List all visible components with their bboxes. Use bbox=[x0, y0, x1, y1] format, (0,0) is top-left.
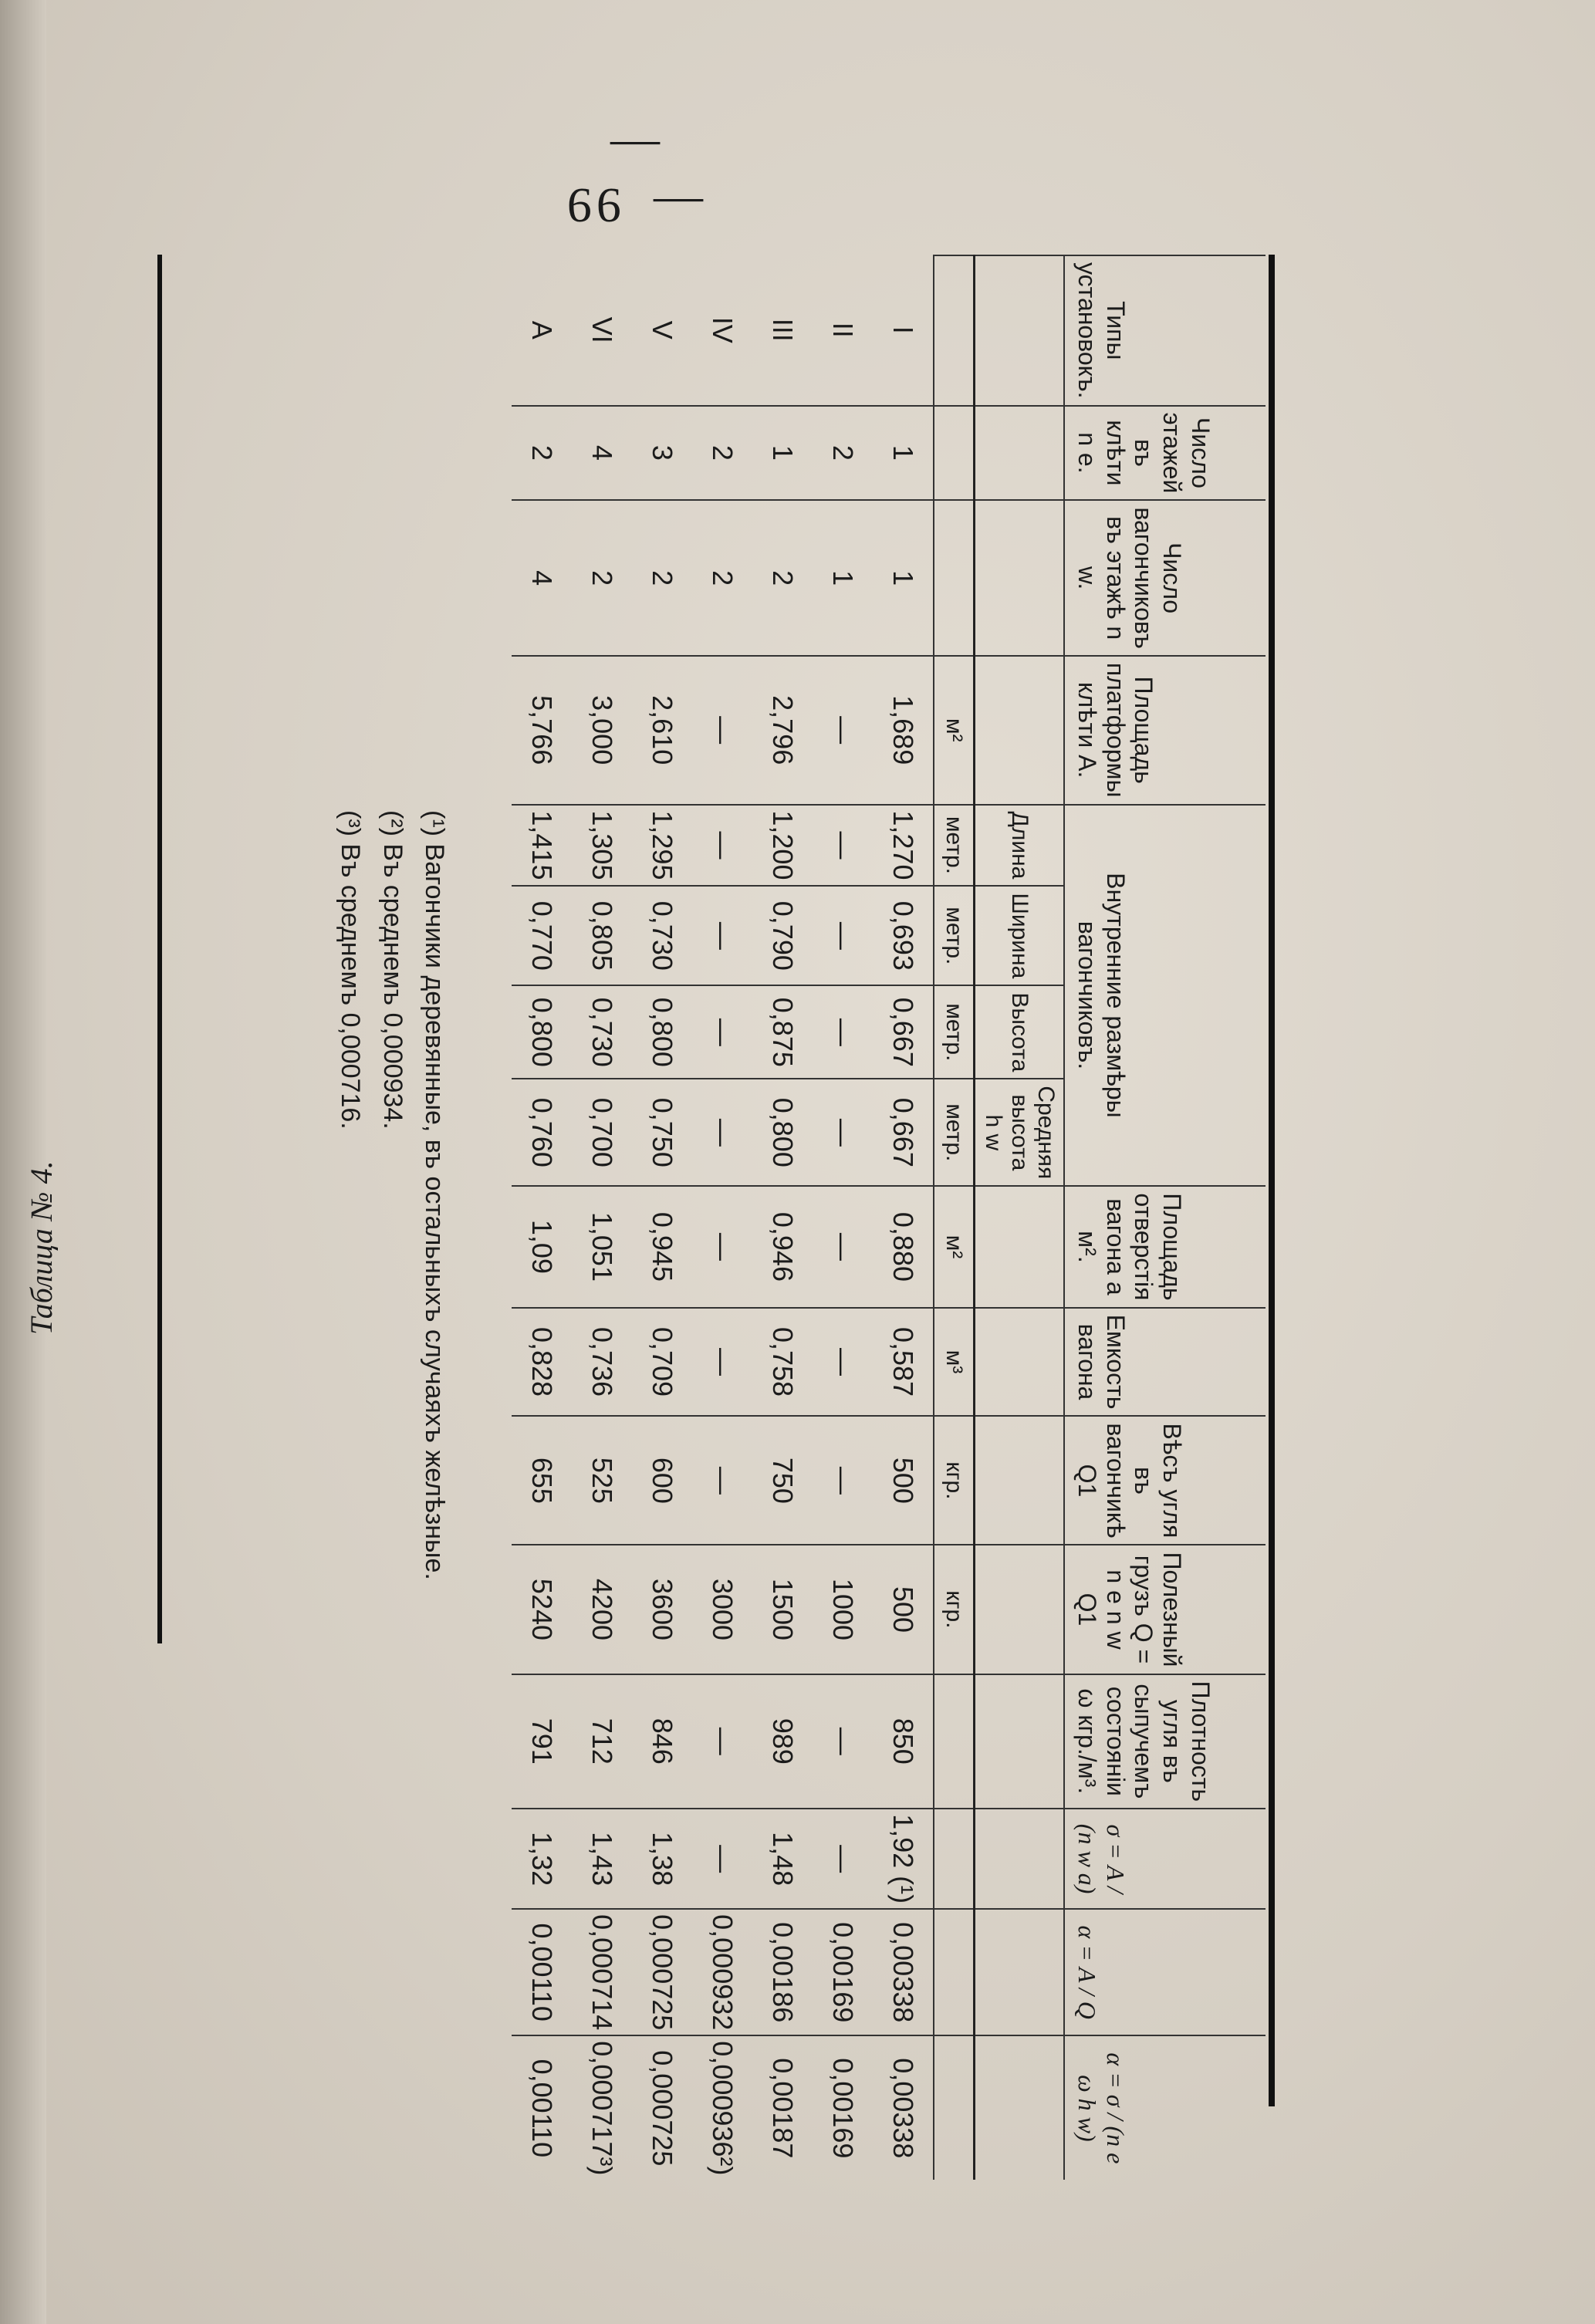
table-cell: 0,000717³) bbox=[572, 2035, 632, 2180]
table-cell: — bbox=[692, 1674, 752, 1809]
unit-cell: кгр. bbox=[934, 1416, 975, 1545]
table-cell: 1,051 bbox=[572, 1186, 632, 1307]
table-cell: 0,800 bbox=[752, 1079, 813, 1186]
table-cell: 1,415 bbox=[512, 805, 572, 887]
table-cell: 0,800 bbox=[512, 985, 572, 1079]
table-cell: 1 bbox=[873, 500, 934, 656]
table-cell: 2 bbox=[632, 500, 692, 656]
table-cell: 2 bbox=[572, 500, 632, 656]
table-cell: 846 bbox=[632, 1674, 692, 1809]
table-cell: 0,736 bbox=[572, 1308, 632, 1417]
header-row bbox=[1064, 255, 1266, 2180]
table-cell: 0,770 bbox=[512, 886, 572, 985]
table-caption: Таблица № 4. bbox=[24, 1160, 59, 1335]
page-number: —99— bbox=[563, 121, 703, 233]
subheader-height: Высота bbox=[975, 985, 1065, 1079]
bottom-rule bbox=[157, 255, 162, 1643]
table-cell: 0,000932 bbox=[692, 1909, 752, 2035]
table-cell: I bbox=[887, 326, 919, 334]
table-cell: — bbox=[813, 886, 873, 985]
data-table-wrapper bbox=[123, 255, 1266, 2176]
table-cell: V bbox=[647, 320, 678, 339]
unit-cell: метр. bbox=[934, 805, 975, 887]
table-row bbox=[813, 255, 873, 2180]
table-cell: 0,805 bbox=[572, 886, 632, 985]
table-cell: 0,800 bbox=[632, 985, 692, 1079]
table-cell: 1,09 bbox=[512, 1186, 572, 1307]
top-rule bbox=[1269, 255, 1275, 2106]
header-opening: Площадь отверстія вагона a м². bbox=[1064, 1186, 1266, 1307]
footnotes bbox=[329, 810, 455, 1580]
table-cell: 0,000714 bbox=[572, 1909, 632, 2035]
header-type: Типы установокъ. bbox=[1064, 255, 1266, 406]
header-platform: Площадь платформы клѣти A. bbox=[1064, 656, 1266, 805]
table-cell: — bbox=[813, 1186, 873, 1307]
table-cell: 1,92 (¹) bbox=[873, 1809, 934, 1909]
table-cell: II bbox=[827, 322, 859, 338]
header-coal: Вѣсъ угля въ вагончикѣ Q1 bbox=[1064, 1416, 1266, 1545]
table-cell: 0,790 bbox=[752, 886, 813, 985]
table-cell: 1,295 bbox=[632, 805, 692, 887]
table-row bbox=[692, 255, 752, 2180]
subheader-row bbox=[975, 255, 1065, 2180]
table-cell: 0,00169 bbox=[813, 1909, 873, 2035]
unit-cell: м² bbox=[934, 656, 975, 805]
table-cell: 0,667 bbox=[873, 1079, 934, 1186]
header-wagons: Число вагончиковъ въ этажѣ n w. bbox=[1064, 500, 1266, 656]
footnote-1: (¹) Вагончики деревянные, въ остальныхъ случаяхъ желѣзные. bbox=[420, 810, 449, 1580]
table-cell: 1500 bbox=[752, 1545, 813, 1674]
header-floors: Число этажей въ клѣти n e. bbox=[1064, 406, 1266, 501]
table-cell: 0,700 bbox=[572, 1079, 632, 1186]
table-cell: 3 bbox=[632, 406, 692, 501]
table-cell: 791 bbox=[512, 1674, 572, 1809]
table-cell: — bbox=[813, 805, 873, 887]
table-cell: 0,00186 bbox=[752, 1909, 813, 2035]
table-cell: 0,000936²) bbox=[692, 2035, 752, 2180]
table-cell: 2,610 bbox=[632, 656, 692, 805]
table-cell: — bbox=[692, 1186, 752, 1307]
table-cell: 0,730 bbox=[632, 886, 692, 985]
table-cell: 2 bbox=[692, 500, 752, 656]
table-cell: 4 bbox=[512, 500, 572, 656]
table-cell: — bbox=[813, 1079, 873, 1186]
table-cell: III bbox=[767, 318, 799, 342]
table-cell: 989 bbox=[752, 1674, 813, 1809]
table-cell: 1 bbox=[813, 500, 873, 656]
table-cell: 1 bbox=[752, 406, 813, 501]
table-cell: 1,48 bbox=[752, 1809, 813, 1909]
table-cell: 0,946 bbox=[752, 1186, 813, 1307]
table-cell: 712 bbox=[572, 1674, 632, 1809]
unit-cell: метр. bbox=[934, 1079, 975, 1186]
table-cell: 0,875 bbox=[752, 985, 813, 1079]
unit-cell: метр. bbox=[934, 886, 975, 985]
footnote-2: (²) Въ среднемъ 0,000934. bbox=[377, 810, 407, 1130]
table-cell: — bbox=[813, 1308, 873, 1417]
table-row bbox=[752, 255, 813, 2180]
table-cell: 0,730 bbox=[572, 985, 632, 1079]
table-cell: 0,750 bbox=[632, 1079, 692, 1186]
table-cell: 0,00338 bbox=[873, 1909, 934, 2035]
table-cell: 5,766 bbox=[512, 656, 572, 805]
unit-cell: кгр. bbox=[934, 1545, 975, 1674]
table-cell: A bbox=[526, 320, 558, 339]
table-cell: — bbox=[813, 1416, 873, 1545]
table-cell: 600 bbox=[632, 1416, 692, 1545]
table-cell: 0,00169 bbox=[813, 2035, 873, 2180]
table-cell: 0,00187 bbox=[752, 2035, 813, 2180]
table-cell: 500 bbox=[873, 1416, 934, 1545]
table-cell: 0,00338 bbox=[873, 2035, 934, 2180]
table-cell: 2 bbox=[813, 406, 873, 501]
table-cell: 0,667 bbox=[873, 985, 934, 1079]
table-cell: — bbox=[692, 656, 752, 805]
table-cell: 1,32 bbox=[512, 1809, 572, 1909]
header-capacity: Емкость вагона bbox=[1064, 1308, 1266, 1417]
table-cell: 655 bbox=[512, 1416, 572, 1545]
table-cell: 1,43 bbox=[572, 1809, 632, 1909]
rotated-table-sheet bbox=[62, 255, 1296, 2176]
table-cell: 2 bbox=[512, 406, 572, 501]
table-cell: 0,760 bbox=[512, 1079, 572, 1186]
table-row bbox=[512, 255, 572, 2180]
table-cell: 0,828 bbox=[512, 1308, 572, 1417]
table-cell: 5240 bbox=[512, 1545, 572, 1674]
table-cell: 525 bbox=[572, 1416, 632, 1545]
table-cell: — bbox=[813, 1809, 873, 1909]
table-cell: — bbox=[692, 886, 752, 985]
table-cell: — bbox=[813, 656, 873, 805]
table-cell: 1,689 bbox=[873, 656, 934, 805]
unit-cell: м³ bbox=[934, 1308, 975, 1417]
footnote-3: (³) Въ среднемъ 0,000716. bbox=[336, 810, 366, 1130]
header-alpha1: α = A / Q bbox=[1064, 1909, 1266, 2035]
table-cell: — bbox=[692, 1308, 752, 1417]
unit-cell bbox=[934, 1909, 975, 2035]
table-cell: 0,00110 bbox=[512, 1909, 572, 2035]
table-cell: 1,305 bbox=[572, 805, 632, 887]
table-cell: 1000 bbox=[813, 1545, 873, 1674]
header-density: Плотность угля въ сыпучемъ состояніи ω кгр./м³. bbox=[1064, 1674, 1266, 1809]
table-cell: IV bbox=[707, 316, 738, 343]
header-alpha2: α = σ / (n e ω h w) bbox=[1064, 2035, 1266, 2180]
table-cell: — bbox=[692, 805, 752, 887]
table-cell: — bbox=[692, 1079, 752, 1186]
table-row bbox=[873, 255, 934, 2180]
table-cell: 4 bbox=[572, 406, 632, 501]
table-cell: 1 bbox=[873, 406, 934, 501]
unit-cell bbox=[934, 2035, 975, 2180]
table-cell: 0,880 bbox=[873, 1186, 934, 1307]
table-cell: 0,945 bbox=[632, 1186, 692, 1307]
table-cell: — bbox=[692, 1416, 752, 1545]
table-cell: 0,000725 bbox=[632, 1909, 692, 2035]
table-cell: — bbox=[692, 985, 752, 1079]
table-cell: 2 bbox=[752, 500, 813, 656]
table-cell: 0,00110 bbox=[512, 2035, 572, 2180]
table-cell: 1,38 bbox=[632, 1809, 692, 1909]
subheader-length: Длина bbox=[975, 805, 1065, 887]
table-cell: 750 bbox=[752, 1416, 813, 1545]
unit-cell bbox=[934, 406, 975, 501]
table-cell: — bbox=[813, 1674, 873, 1809]
table-cell: 3600 bbox=[632, 1545, 692, 1674]
subheader-width: Ширина bbox=[975, 886, 1065, 985]
unit-cell bbox=[934, 1809, 975, 1909]
header-sigma: σ = A / (n w a) bbox=[1064, 1809, 1266, 1909]
table-cell: 1,270 bbox=[873, 805, 934, 887]
unit-cell bbox=[934, 255, 975, 406]
unit-cell bbox=[934, 1674, 975, 1809]
table-cell: 2 bbox=[692, 406, 752, 501]
data-table bbox=[512, 255, 1266, 2180]
table-cell: — bbox=[813, 985, 873, 1079]
table-cell: VI bbox=[586, 316, 618, 343]
table-cell: 0,000725 bbox=[632, 2035, 692, 2180]
table-cell: 500 bbox=[873, 1545, 934, 1674]
table-cell: 3000 bbox=[692, 1545, 752, 1674]
table-body bbox=[512, 255, 934, 2180]
unit-cell bbox=[934, 500, 975, 656]
table-cell: 0,758 bbox=[752, 1308, 813, 1417]
table-cell: 1,200 bbox=[752, 805, 813, 887]
table-row bbox=[632, 255, 692, 2180]
table-cell: 850 bbox=[873, 1674, 934, 1809]
table-cell: 3,000 bbox=[572, 656, 632, 805]
table-cell: 0,693 bbox=[873, 886, 934, 985]
table-cell: 0,587 bbox=[873, 1308, 934, 1417]
table-cell: 2,796 bbox=[752, 656, 813, 805]
subheader-avg-height: Средняя высота h w bbox=[975, 1079, 1065, 1186]
table-cell: 0,709 bbox=[632, 1308, 692, 1417]
unit-cell: метр. bbox=[934, 985, 975, 1079]
units-row bbox=[934, 255, 975, 2180]
header-useful: Полезный грузъ Q = n e n w Q1 bbox=[1064, 1545, 1266, 1674]
unit-cell: м² bbox=[934, 1186, 975, 1307]
table-cell: — bbox=[692, 1809, 752, 1909]
table-cell: 4200 bbox=[572, 1545, 632, 1674]
header-inner-dimensions: Внутренние размѣры вагончиковъ. bbox=[1064, 805, 1266, 1187]
table-row bbox=[572, 255, 632, 2180]
